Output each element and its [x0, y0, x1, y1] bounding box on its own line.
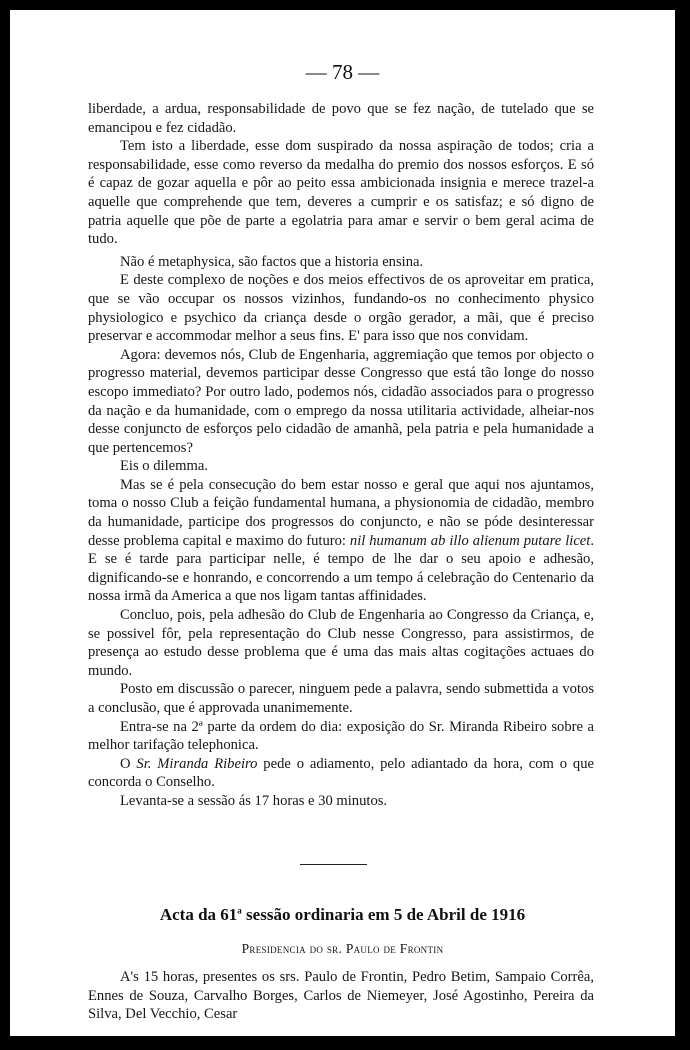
document-page — [10, 10, 675, 1036]
paragraph — [88, 476, 594, 606]
paragraph: liberdade, a ardua, responsabilidade de povo que se fez nação, de tutelado que se emancipou e fez cidadão. — [88, 101, 594, 136]
paragraph: Posto em discussão o parecer, ninguem pede a palavra, sendo submettida a votos a conclusão, que é approvada unanimemente. — [88, 681, 594, 716]
paragraph-text: . E se é tarde para participar nelle, é tempo de lhe dar o seu apoio e adhesão, dignificando-se e honrando, e concorrendo a um tempo á celebração do Centenario da nossa irmã da America a que nos ligam tantas affinidades. — [88, 532, 594, 605]
paragraph-text: O — [120, 755, 137, 772]
paragraph: Levanta-se a sessão ás 17 horas e 30 minutos. — [120, 792, 388, 809]
paragraph: Eis o dilemma. — [120, 458, 208, 475]
section-divider — [300, 864, 367, 865]
paragraph: Tem isto a liberdade, esse dom suspirado da nossa aspiração de todos; cria a responsabilidade, esse como reverso da medalha do premio dos nossos esforços. E só é capaz de gozar aquella e pôr ao peito essa ambicionada insignia e merece trazel-a aquelle que comprehende que tem, deveres a cumprir e os satisfaz; e só digno de patria aquelle que põe de parte a egolatria para amar e servir o bem geral acima de tudo. — [88, 138, 594, 248]
speaker-name: Sr. Miranda Ribeiro — [136, 755, 258, 772]
page-number: — 78 — — [305, 60, 380, 84]
section-heading — [70, 905, 615, 925]
latin-quote: nil humanum ab illo alienum putare licet — [349, 532, 591, 549]
paragraph: Agora: devemos nós, Club de Engenharia, aggremiação que temos por objecto o progresso material, devemos participar desse Congresso que está tão longe do nosso escopo immediato? Por outro lado, podemos nós, cidadão associados para o progresso da nação e da humanidade, com o emprego da nossa utilitaria actividade, alheiar-nos desse conjuncto de esforços pelo cidadão de amanhã, pela patria e pela humanidade a que pertencemos? — [88, 346, 594, 456]
paragraph: Concluo, pois, pela adhesão do Club de Engenharia ao Congresso da Criança, e, se possivel fôr, pela representação do Club nesse Congresso, para assistirmos, de presença ao estudo desse problema que é uma das mais altas cogitações actuaes do mundo. — [88, 607, 594, 679]
paragraph: Entra-se na 2ª parte da ordem do dia: exposição do Sr. Miranda Ribeiro sobre a melhor tarifação telephonica. — [88, 718, 594, 754]
presidency-line: Presidencia do sr. Paulo de Frontin — [241, 941, 444, 956]
body-text — [88, 100, 594, 811]
heading-text: Acta da 61 — [159, 905, 238, 924]
paragraph: E deste complexo de noções e dos meios effectivos de os aproveitar em pratica, que se vão occupar os nossos vizinhos, fundando-os no conhecimento physico physiologico e psychico da criança desde o orgão gerador, a mãi, que é preciso preservar e accommodar melhor a seus fins. E' para isso que nos convidam. — [88, 272, 594, 345]
ordinal-superscript: a — [237, 905, 242, 916]
heading-text: sessão ordinaria em 5 de Abril de 1916 — [241, 905, 526, 924]
paragraph: A's 15 horas, presentes os srs. Paulo de Frontin, Pedro Betim, Sampaio Corrêa, Ennes de Souza, Carvalho Borges, Carlos de Niemeyer, José Agostinho, Pereira da Silva, Del Vecchio, Cesar — [88, 969, 594, 1023]
paragraph — [88, 755, 594, 792]
paragraph-text: pede o adiamento, pelo adiantado da hora, com o que concorda o Conselho. — [88, 755, 594, 791]
paragraph-text: Mas se é pela consecução do bem estar nosso e geral que aqui nos ajuntamos, toma o nosso Club a feição fundamental humana, a physionomia de cidadão, membro da humanidade, participe dos progressos do conjuncto, e não se póde desinteressar desse problema capital e maximo do futuro: — [88, 476, 594, 549]
paragraph: Não é metaphysica, são factos que a historia ensina. — [120, 253, 424, 270]
body-text-continued — [88, 968, 594, 1024]
